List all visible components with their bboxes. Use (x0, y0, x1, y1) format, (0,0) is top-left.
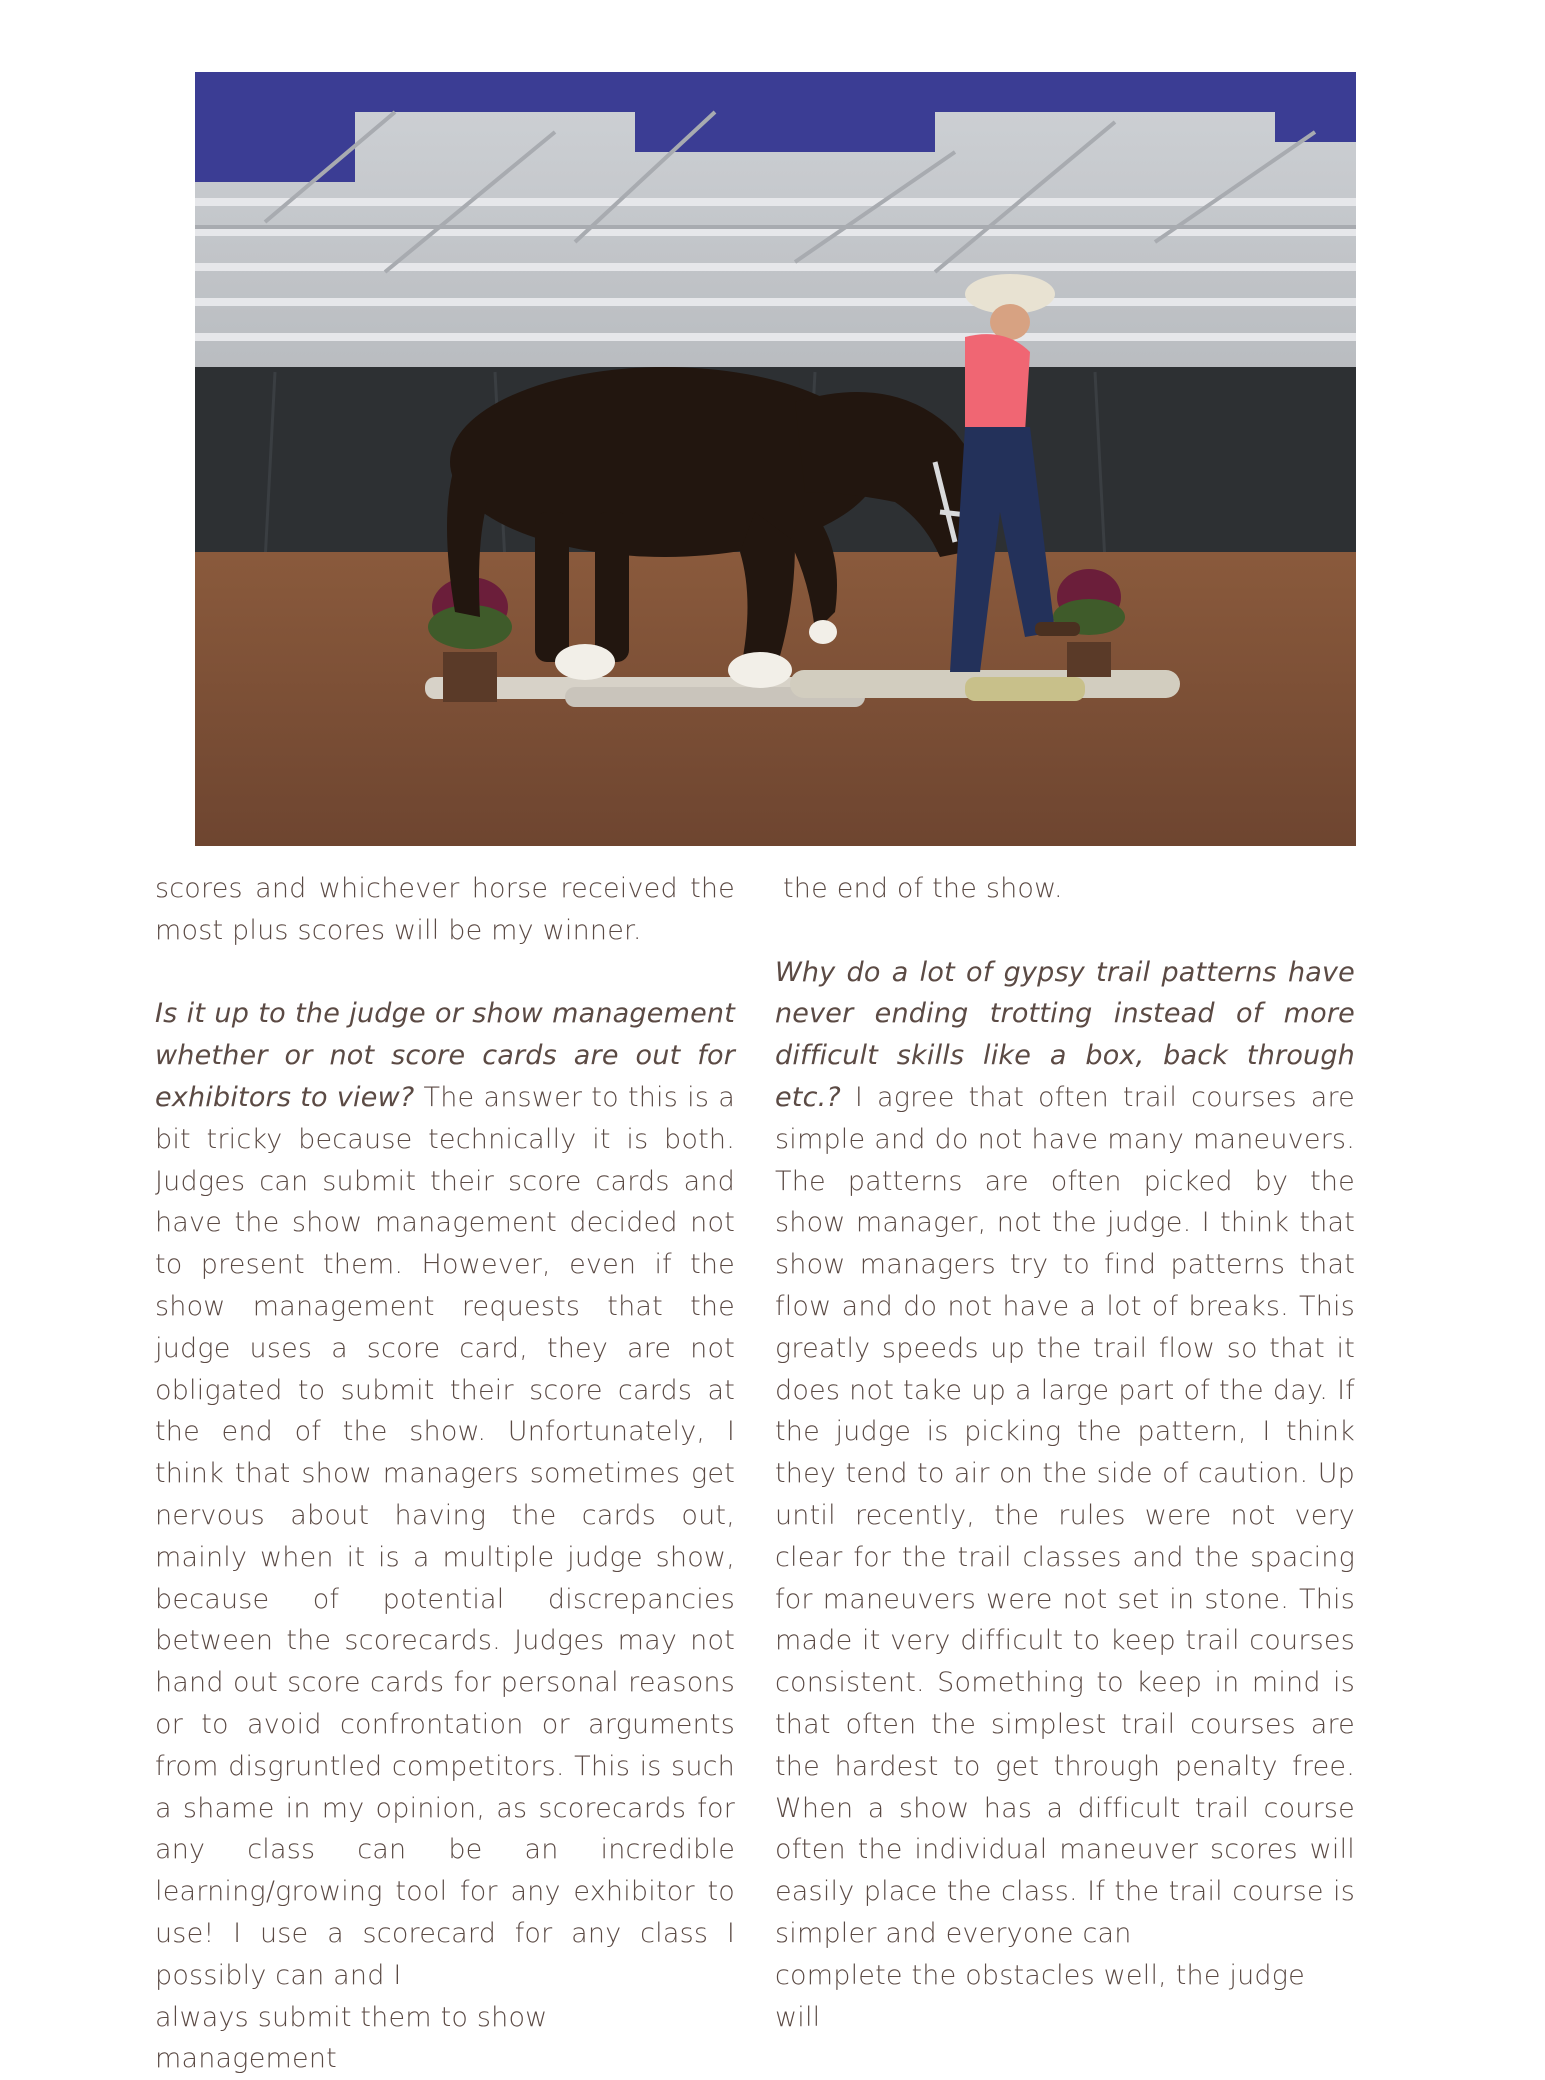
answer-score-cards: The answer to this is a bit tricky because technically it is both. Judges can submit their score cards and have the show management decided not to present them. However, even if the show management requests that the judge uses a score card, they are not obligated to submit their score cards at the end of the show. Unfortunately, I think that show managers sometimes get nervous about having the cards out, mainly when it is a multiple judge show, because of potential discrepancies between the scorecards. Judges may not hand out score cards for personal reasons or to avoid confrontation or arguments from disgruntled competitors. This is such a shame in my opinion, as scorecards for any class can be an incredible learning/growing tool for any exhibitor to use! I use a scorecard for any class I possibly can and I (155, 1081, 735, 1991)
right-column (775, 868, 1355, 2038)
left-column (155, 868, 735, 2080)
answer-trail-patterns: I agree that often trail courses are simple and do not have many maneuvers. The patterns are often picked by the show manager, not the judge. I think that show managers try to find patterns that flow and do not have a lot of breaks. This greatly speeds up the trail flow so that it does not take up a large part of the day. If the judge is picking the pattern, I think they tend to air on the side of caution. Up until recently, the rules were not very clear for the trail classes and the spacing for maneuvers were not set in stone. This made it very difficult to keep trail courses consistent. Something to keep in mind is that often the simplest trail courses are the hardest to get through penalty free. When a show has a difficult trail course often the individual maneuver scores will easily place the class. If the trail course is simpler and everyone can (775, 1081, 1355, 1949)
right-last-line: complete the obstacles well, the judge will (775, 1959, 1305, 2033)
question-score-cards: Is it up to the judge or show management whether or not score cards are out for exhibitors to view? (155, 998, 735, 1113)
arena-photo (195, 72, 1356, 846)
right-paragraph-2 (775, 952, 1355, 1955)
left-last-line: always submit them to show management (155, 2001, 548, 2075)
question-trail-patterns: Why do a lot of gypsy trail patterns have never ending trotting instead of more difficult skills like a box, back through etc.? (775, 956, 1355, 1113)
right-paragraph-1: the end of the show. (783, 873, 1063, 904)
left-paragraph-1: scores and whichever horse received the most plus scores will be my winner. (155, 873, 735, 946)
left-paragraph-2 (155, 993, 735, 1996)
